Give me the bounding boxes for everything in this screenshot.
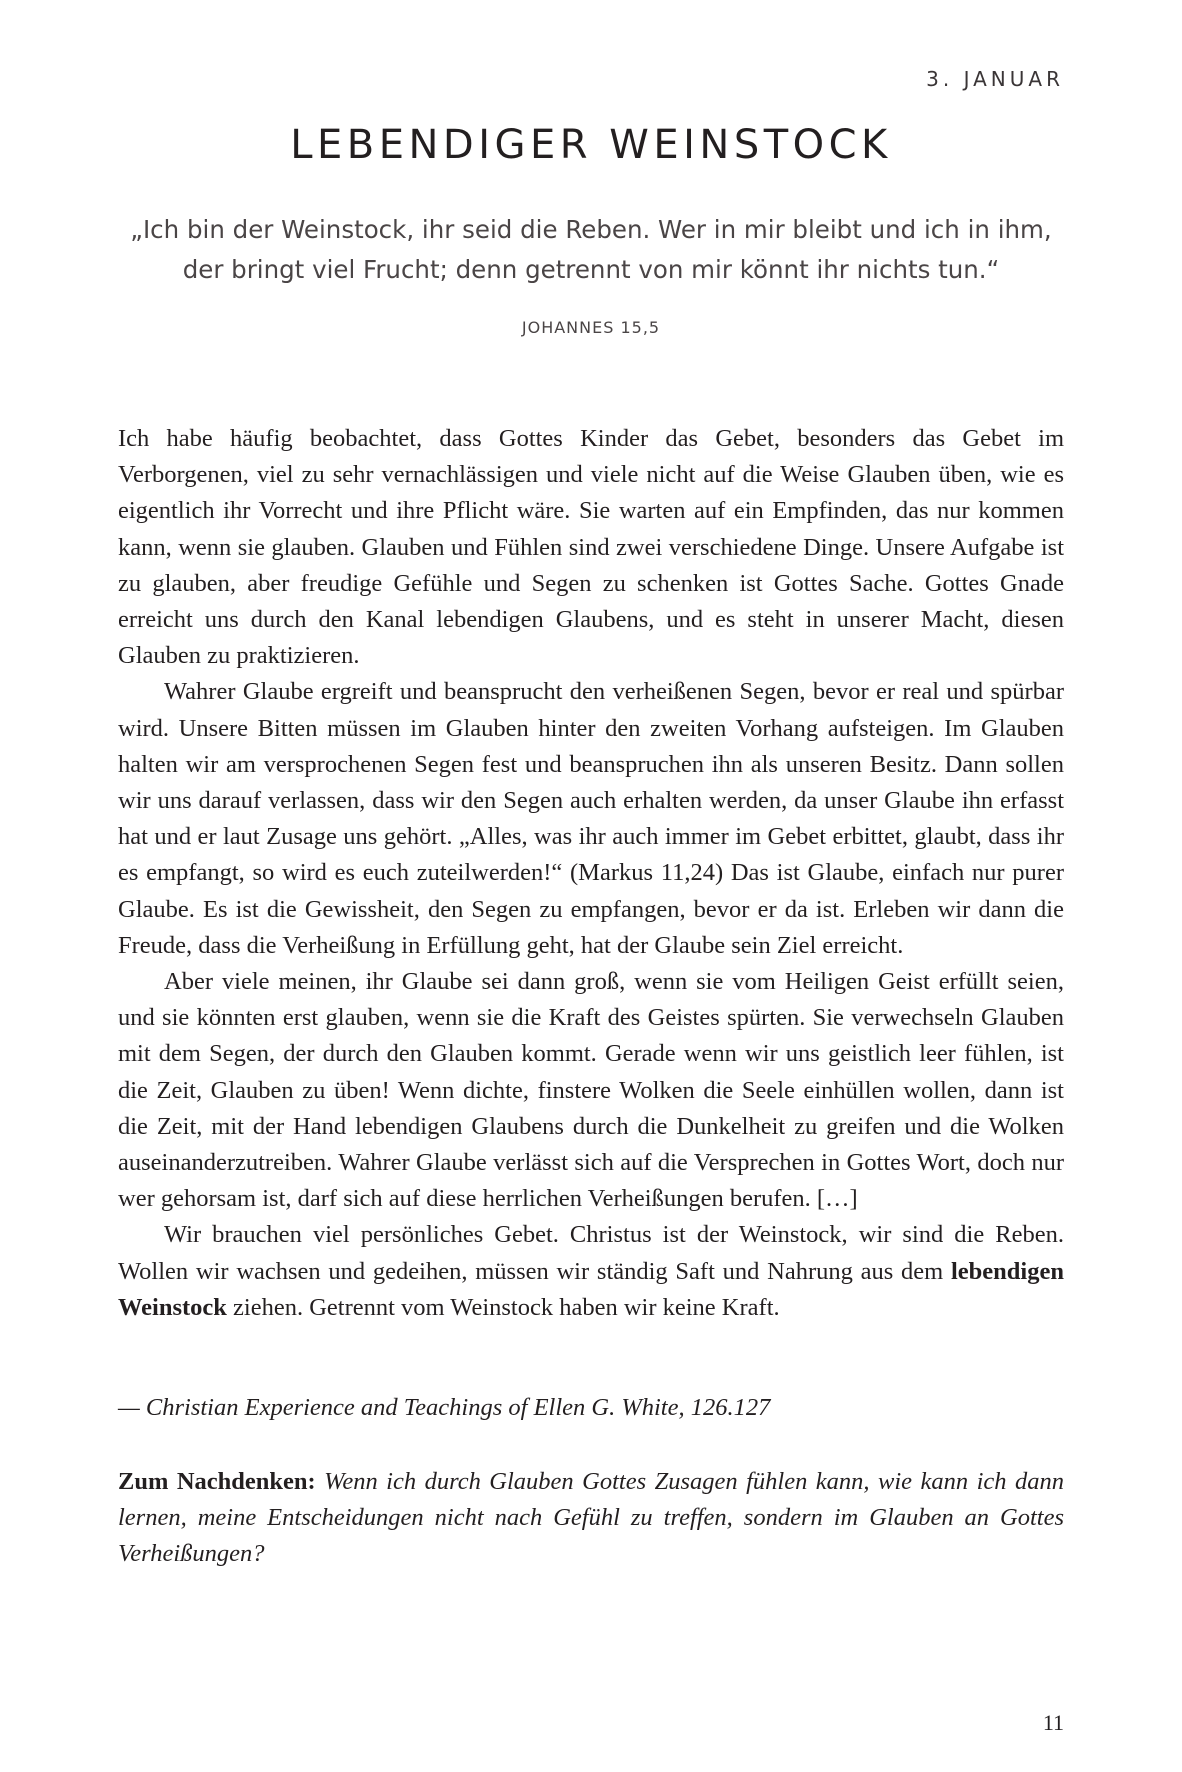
paragraph-1: Ich habe häufig beobachtet, dass Gottes Kinder das Gebet, besonders das Gebet im Verborgenen, viel zu sehr vernachlässigen und viele nicht auf die Weise Glauben üben, wie es eigentlich ihr Vorrecht und ihre Pflicht wäre. Sie warten auf ein Empfinden, das nur kommen kann, wenn sie glauben. Glauben und Fühlen sind zwei verschiedene Dinge. Unsere Aufgabe ist zu glauben, aber freudige Gefühle und Segen zu schenken ist Gottes Sache. Gottes Gnade erreicht uns durch den Kanal lebendigen Glaubens, und es steht in unserer Macht, diesen Glauben zu praktizieren.: [118, 425, 1064, 670]
paragraph-4-text-end: ziehen. Getrennt vom Weinstock haben wir keine Kraft.: [226, 1293, 780, 1321]
paragraph-3: Aber viele meinen, ihr Glaube sei dann groß, wenn sie vom Heiligen Geist erfüllt seien, und sie könnten erst glauben, wenn sie die Kraft des Geistes spürten. Sie verwechseln Glauben mit dem Segen, der durch den Glauben kommt. Gerade wenn wir uns geistlich leer fühlen, ist die Zeit, Glauben zu üben! Wenn dichte, finstere Wolken die Seele einhüllen wollen, dann ist die Zeit, mit der Hand lebendigen Glaubens durch die Dunkelheit zu greifen und die Wolken auseinanderzutreiben. Wahrer Glaube verlässt sich auf die Versprechen in Gottes Wort, doch nur wer gehorsam ist, darf sich auf diese herrlichen Verheißungen berufen. […]: [118, 968, 1064, 1213]
date-header: 3. JANUAR: [926, 67, 1064, 91]
page-title: LEBENDIGER WEINSTOCK: [290, 122, 892, 168]
page-number: 11: [1042, 1710, 1064, 1735]
paragraph-4: [118, 1217, 1064, 1326]
reflection-label: Zum Nachdenken:: [118, 1468, 316, 1495]
reflection-text: Wenn ich durch Glauben Gottes Zusagen fühlen kann, wie kann ich dann lernen, meine Entscheidungen nicht nach Gefühl zu treffen, sondern im Glauben an Gottes Verheißungen?: [118, 1468, 1064, 1567]
emphasis-lebendiger-weinstock: lebendigen Weinstock: [118, 1257, 1064, 1321]
verse-reference: JOHANNES 15,5: [521, 318, 661, 337]
paragraph-4-text: Wir brauchen viel persönliches Gebet. Christus ist der Weinstock, wir sind die Reben. Wollen wir wachsen und gedeihen, müssen wir ständig Saft und Nahrung aus dem: [118, 1221, 1064, 1285]
source-citation: — Christian Experience and Teachings of Ellen G. White, 126.127: [118, 1394, 771, 1421]
paragraph-2: Wahrer Glaube ergreift und beansprucht den verheißenen Segen, bevor er real und spürbar wird. Unsere Bitten müssen im Glauben hinter den zweiten Vorhang aufsteigen. Im Glauben halten wir am versprochenen Segen fest und beanspruchen ihn als unseren Besitz. Dann sollen wir uns darauf verlassen, dass wir den Segen auch erhalten werden, da unser Glaube ihn erfasst hat und er laut Zusage uns gehört. „Alles, was ihr auch immer im Gebet erbittet, glaubt, dass ihr es empfangt, so wird es euch zuteilwerden!“ (Markus 11,24) Das ist Glaube, einfach nur purer Glaube. Es ist die Gewissheit, den Segen zu empfangen, bevor er da ist. Erleben wir dann die Freude, dass die Verheißung in Erfüllung geht, hat der Glaube sein Ziel erreicht.: [118, 678, 1064, 959]
reflection-question: [118, 1464, 1064, 1572]
bible-verse: „Ich bin der Weinstock, ihr seid die Reben. Wer in mir bleibt und ich in ihm, der bringt viel Frucht; denn getrennt von mir könnt ihr nichts tun.“: [130, 215, 1052, 284]
devotional-body: [118, 421, 1064, 1326]
